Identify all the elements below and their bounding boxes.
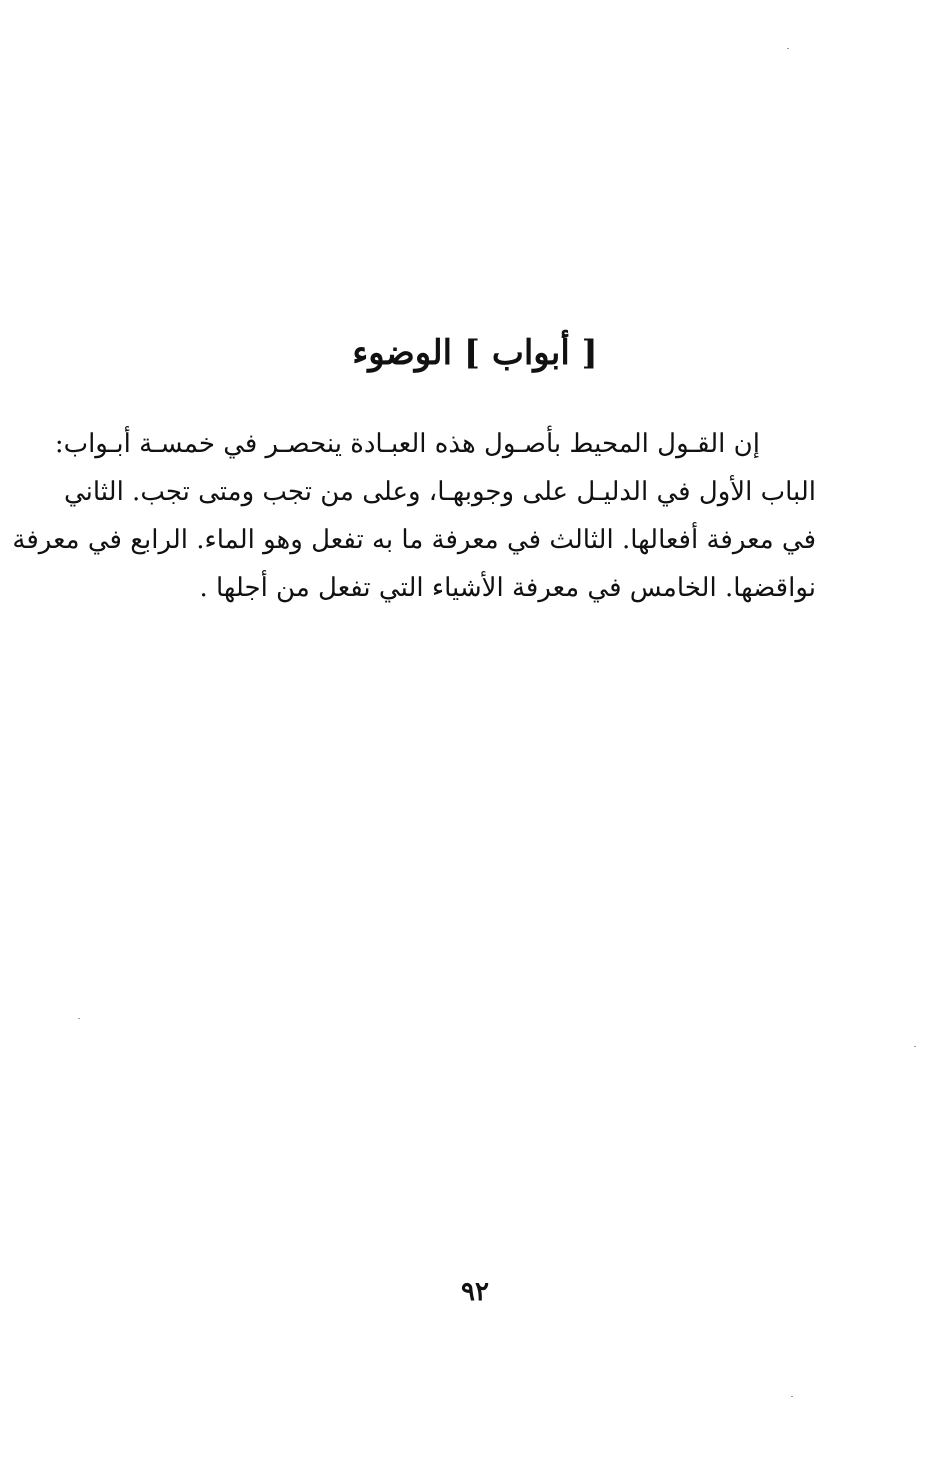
paragraph-line: نواقضها. الخامس في معرفة الأشياء التي تفعل من أجلها . — [199, 573, 816, 603]
scan-speck — [914, 1046, 916, 1047]
paragraph-line: الباب الأول في الدليـل على وجوبهـا، وعلى من تجب ومتى تجب. الثاني — [63, 477, 816, 507]
scan-speck — [787, 48, 789, 49]
scan-speck — [78, 1018, 80, 1019]
scan-speck — [791, 1396, 793, 1397]
paragraph-line: في معرفة أفعالها. الثالث في معرفة ما به تفعل وهو الماء. الرابع في معرفة — [12, 525, 816, 555]
chapter-heading: [ أبواب ] الوضوء — [352, 332, 598, 373]
page-number: ٩٢ — [461, 1277, 489, 1307]
body-paragraph — [12, 420, 816, 612]
paragraph-line: إن القـول المحيط بأصـول هذه العبـادة ينحصـر في خمسـة أبـواب: — [54, 429, 760, 459]
